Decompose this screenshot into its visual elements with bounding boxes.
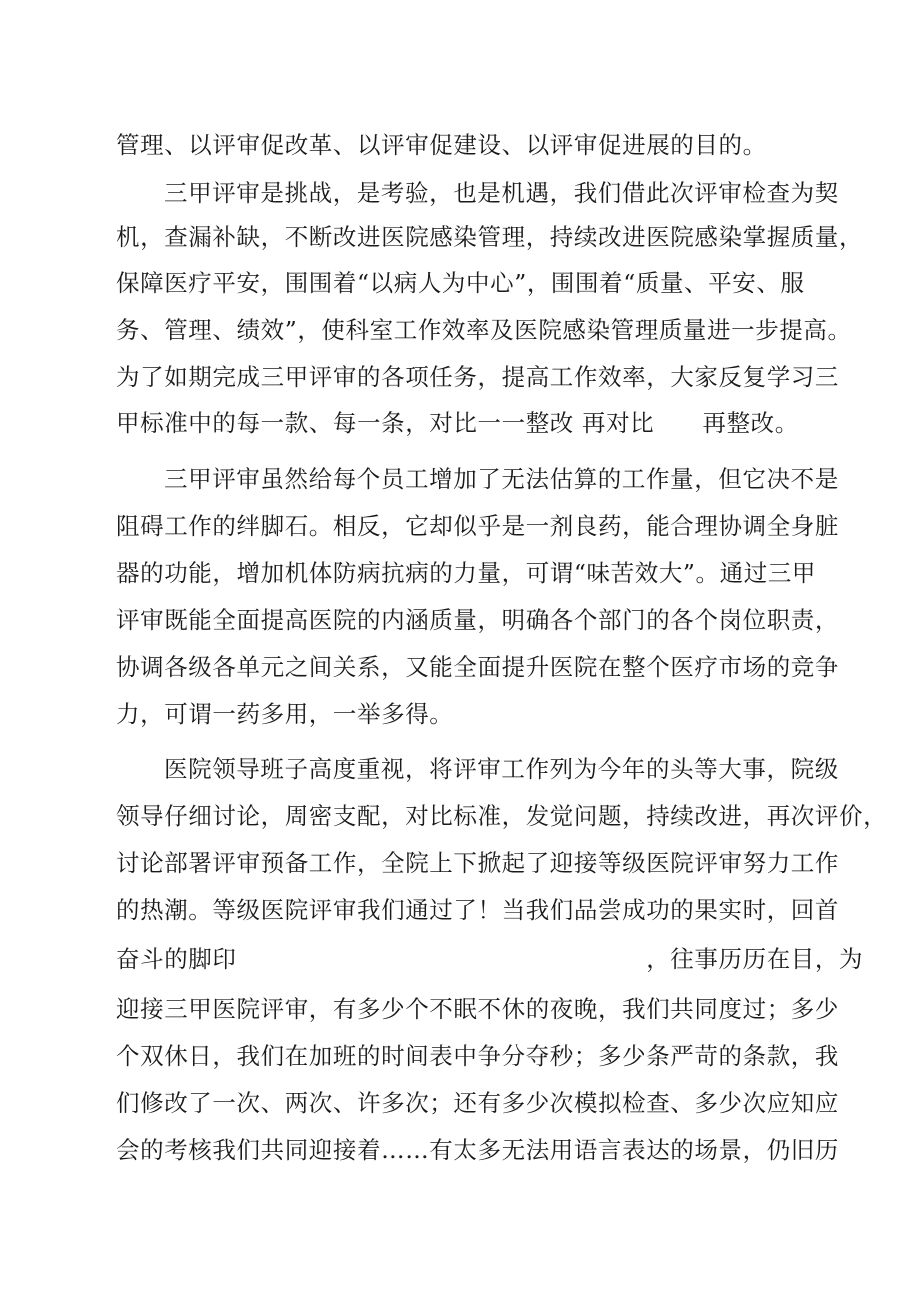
text-line: 的热潮。等级医院评审我们通过了！当我们品尝成功的果实时，回首: [116, 896, 839, 924]
text-line: 机，查漏补缺，不断改进医院感染管理，持续改进医院感染掌握质量，: [116, 223, 864, 251]
text-line: 领导仔细讨论，周密支配，对比标准，发觉问题，持续改进，再次评价，: [116, 802, 888, 830]
paragraph-first-line: 医院领导班子高度重视，将评审工作列为今年的头等大事，院级: [164, 755, 839, 783]
text-line: 会的考核我们共同迎接着……有太多无法用语言表达的场景，仍旧历: [116, 1136, 839, 1164]
paragraph-first-line: 三甲评审是挑战，是考验，也是机遇，我们借此次评审检查为契: [164, 179, 839, 207]
text-line: 务、管理、绩效”，使科室工作效率及医院感染管理质量进一步提高。: [116, 316, 852, 344]
paragraph-first-line: 三甲评审虽然给每个员工增加了无法估算的工作量，但它决不是: [164, 465, 839, 493]
text-line: 甲标准中的每一款、每一条，对比一一整改 再对比 再整改。: [116, 409, 799, 437]
text-line: 评审既能全面提高医院的内涵质量，明确各个部门的各个岗位职责，: [116, 606, 839, 634]
text-line: 迎接三甲医院评审，有多少个不眠不休的夜晚，我们共同度过；多少: [116, 995, 839, 1023]
text-line: 保障医疗平安，围围着“以病人为中心”，围围着“质量、平安、服: [116, 269, 805, 297]
text-line: 为了如期完成三甲评审的各项任务，提高工作效率，大家反复学习三: [116, 363, 839, 391]
text-line: 管理、以评审促改革、以评审促建设、以评审促进展的目的。: [116, 131, 767, 159]
text-line: 协调各级各单元之间关系，又能全面提升医院在整个医疗市场的竞争: [116, 653, 839, 681]
text-line: 们修改了一次、两次、许多次；还有多少次模拟检查、多少次应知应: [116, 1089, 839, 1117]
text-line: 讨论部署评审预备工作，全院上下掀起了迎接等级医院评审努力工作: [116, 849, 839, 877]
text-line: 个双休日，我们在加班的时间表中争分夺秒；多少条严苛的条款，我: [116, 1042, 839, 1070]
text-line: 器的功能，增加机体防病抗病的力量，可谓“味苦效大”。通过三甲: [116, 559, 817, 587]
text-line: 奋斗的脚印 ，往事历历在目，为: [116, 945, 864, 973]
text-line: 阻碍工作的绊脚石。相反，它却似乎是一剂良药，能合理协调全身脏: [116, 512, 839, 540]
text-line: 力，可谓一药多用，一举多得。: [116, 700, 454, 728]
